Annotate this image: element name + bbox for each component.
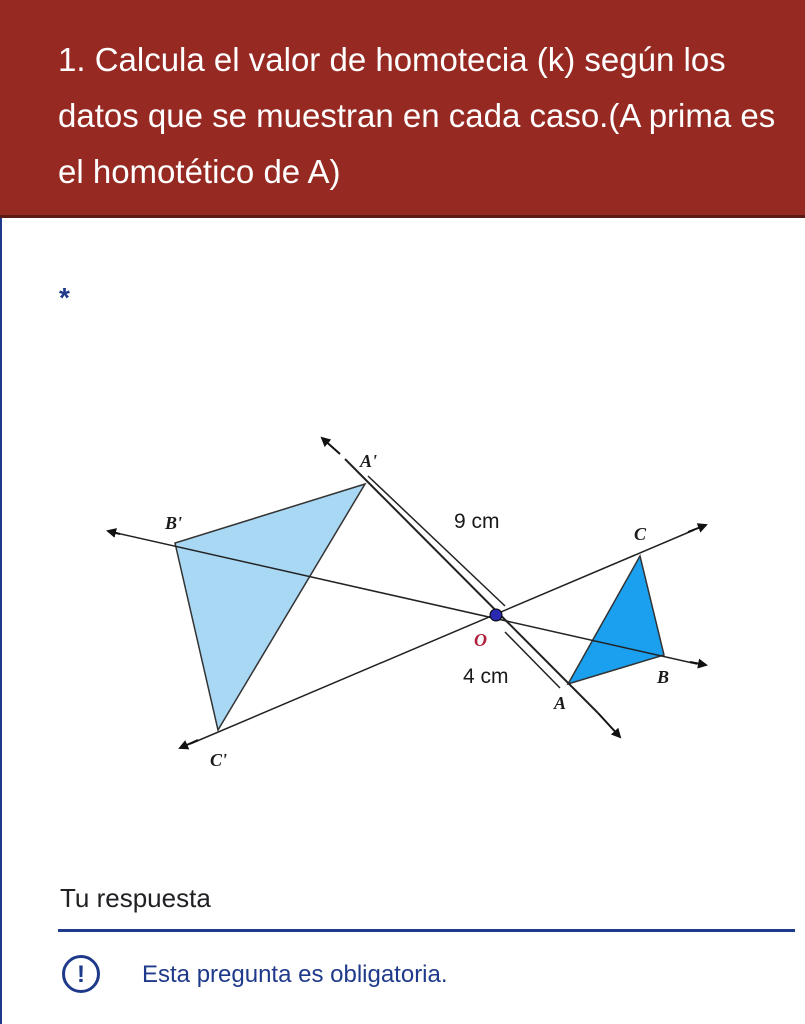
label-b-prime: B' bbox=[165, 513, 183, 533]
validation-error bbox=[62, 955, 762, 999]
question-header bbox=[0, 0, 805, 218]
arrow-c-prime bbox=[180, 740, 198, 748]
homothety-figure bbox=[0, 420, 805, 780]
center-point-o bbox=[490, 609, 502, 621]
answer-label: Tu respuesta bbox=[60, 883, 211, 913]
label-c: C bbox=[634, 524, 647, 544]
required-marker: * bbox=[59, 282, 70, 313]
question-title: 1. Calcula el valor de homotecia (k) según los datos que se muestran en cada caso.(A prima es el homotético de A) bbox=[58, 41, 776, 190]
arrow-b-prime bbox=[108, 531, 120, 534]
large-triangle bbox=[175, 484, 365, 730]
measure-oa: 4 cm bbox=[463, 665, 509, 688]
label-c-prime: C' bbox=[210, 750, 228, 770]
answer-input[interactable] bbox=[58, 929, 795, 932]
measure-line-lower bbox=[505, 632, 560, 688]
arrow-c bbox=[688, 525, 706, 532]
arrow-a-prime bbox=[322, 438, 340, 454]
label-a: A bbox=[554, 693, 567, 713]
measure-oa-prime: 9 cm bbox=[454, 510, 500, 533]
error-message: Esta pregunta es obligatoria. bbox=[142, 961, 448, 988]
label-a-prime: A' bbox=[360, 451, 378, 471]
error-icon: ! bbox=[62, 955, 100, 993]
label-o: O bbox=[474, 630, 487, 650]
label-b: B bbox=[657, 667, 670, 687]
measure-line-upper bbox=[368, 476, 505, 606]
small-triangle bbox=[568, 556, 664, 684]
arrow-a bbox=[598, 713, 620, 737]
